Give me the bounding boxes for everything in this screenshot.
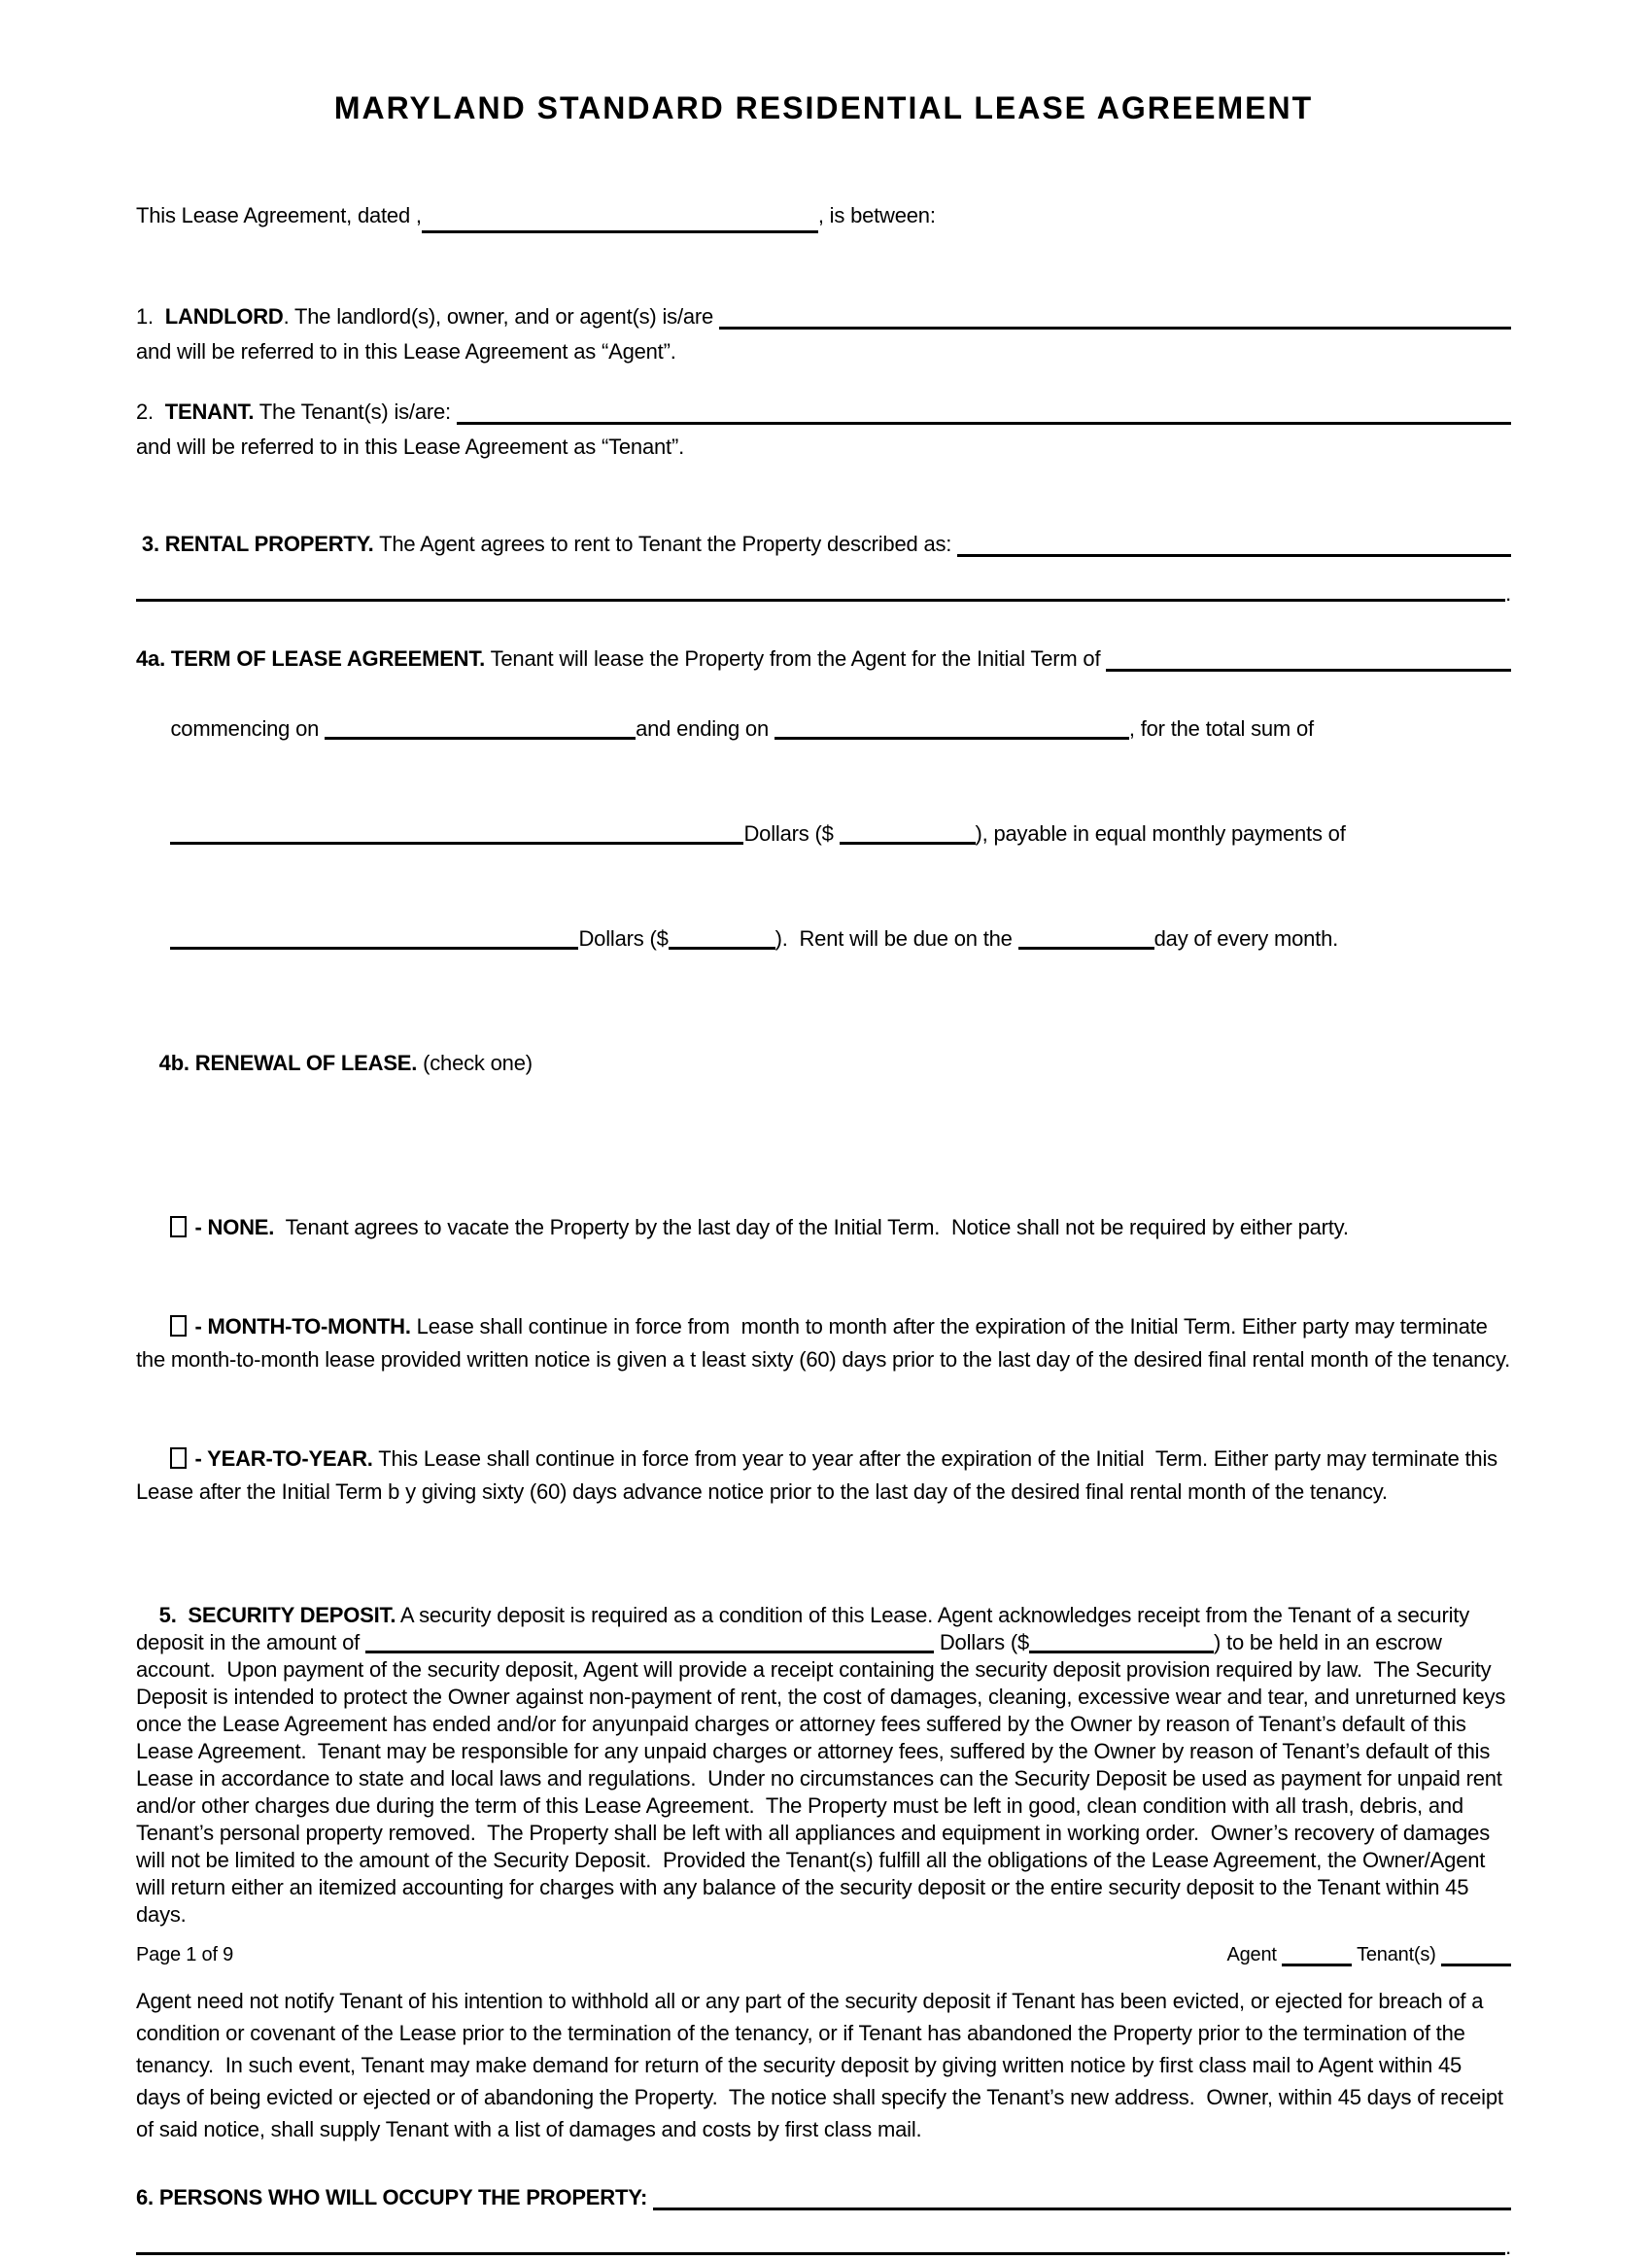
property-description-blank[interactable] [957,554,1511,557]
section-5-text-3: ) [1213,1630,1227,1654]
section-6-heading: 6. PERSONS WHO WILL OCCUPY THE PROPERTY: [136,2185,654,2209]
section-3-text: The Agent agrees to rent to Tenant the Property described as: [373,532,958,556]
section-1-heading: LANDLORD [164,304,284,329]
section-5-text-4: to be held in an escrow account. Upon payment of the security deposit, Agent will provide a receipt containing the security deposit provision required by law. The Security Deposit is intended to protect the Owner against non-payment of rent, the cost of damages, cleaning, excessive wear and tear, and unreturned keys once the Lease Agreement has ended and/or for anyunpaid charges or attorney fees suffered by the Owner by reason of Tenant’s default of this Lease Agreement. Tenant may be responsible for any unpaid charges or attorney fees, suffered by the Owner by reason of Tenant’s default of this Lease in accordance to state and local laws and regulations. Under no circumstances can the Security Deposit be used as payment for unpaid rent and/or other charges due during the term of this Lease Agreement. The Property must be left in good, clean condition with all trash, debris, and Tenant’s personal property removed. The Property shall be left with all appliances and equipment in working order. Owner’s recovery of damages will not be limited to the amount of the Security Deposit. Provided the Tenant(s) fulfill all the obligations of the Lease Agreement, the Owner/Agent will return either an itemized accounting for charges with any balance of the security deposit or the entire security deposit to the Tenant within 45 days. [136,1630,1512,1927]
section-4b-options [136,1178,1511,1542]
landlord-name-blank[interactable] [719,327,1511,330]
section-2-tenant [136,395,1511,465]
intro-text-post: , is between: [817,203,936,227]
occupants-blank[interactable] [653,2208,1511,2210]
initial-term-blank[interactable] [1106,669,1511,672]
intro-text-pre: This Lease Agreement, dated , [136,203,422,227]
renewal-option-none [136,1178,1511,1277]
section-4a-text-7: Dollars ($ [578,926,669,951]
section-4b-heading-line [136,1011,1511,1116]
footer-agent-label: Agent [1226,1944,1283,1965]
section-4a-text-5: Dollars ($ [743,821,840,846]
security-deposit-amount-blank[interactable] [1029,1631,1214,1653]
section-6-end-punct: . [1505,2235,1511,2259]
section-4a-text-1: Tenant will lease the Property from the Agent for the Initial Term of [485,646,1107,671]
section-4a-text-4: , for the total sum of [1128,716,1314,741]
date-blank[interactable] [422,211,818,233]
section-4a-text-8: ). Rent will be due on the [774,926,1018,951]
renewal-month-to-month-text: Lease shall continue in force from month to month after the expiration of the Initial Term. Either party may terminate the month-to-month lease provided written notice is given a t least sixty (60) days prior to the last day of the desired final rental month of the tenancy. [136,1314,1511,1372]
section-2-line2: and will be referred to in this Lease Agreement as “Tenant”. [136,435,684,459]
section-5-heading: 5. SECURITY DEPOSIT. [158,1603,396,1627]
commence-date-blank[interactable] [325,717,636,740]
section-5-text-2: Dollars ($ [933,1630,1029,1654]
section-3-heading: 3. RENTAL PROPERTY. [136,532,374,556]
renewal-month-to-month-label: - MONTH-TO-MONTH. [194,1314,411,1339]
renewal-year-to-year-text: This Lease shall continue in force from year to year after the expiration of the Initial Term. Either party may terminate this Lease after the Initial Term b y giving sixty (60) days advance notice prior to the last day of the desired final rental month of the tenancy. [136,1446,1503,1504]
section-5-text-1: A security deposit is required as a condition of this Lease. Agent acknowledges receipt from the Tenant of a security deposit in the amount of [136,1603,1475,1654]
renewal-month-to-month-checkbox[interactable] [170,1315,187,1337]
section-4a-text-3: and ending on [636,716,774,741]
renewal-year-to-year-checkbox[interactable] [170,1447,187,1469]
footer-tenant-label: Tenant(s) [1352,1944,1441,1965]
section-4b-heading: 4b. RENEWAL OF LEASE. [158,1051,418,1075]
section-4a-term-of-lease [136,642,1511,991]
section-4b-note: (check one) [417,1051,533,1075]
section-1-number: 1. [136,304,165,329]
intro-line [136,198,1511,233]
section-1-landlord [136,299,1511,369]
renewal-none-label: - NONE. [194,1215,275,1239]
renewal-option-year-to-year [136,1409,1511,1542]
section-1-text: . The landlord(s), owner, and or agent(s) is/are [283,304,719,329]
occupants-blank-2[interactable] [136,2252,1505,2255]
end-date-blank[interactable] [774,717,1129,740]
total-sum-words-blank[interactable] [170,822,743,845]
section-4a-text-9: day of every month. [1153,926,1339,951]
section-2-heading: TENANT. [164,400,255,424]
footer-initials [1226,1944,1511,1966]
section-4a-text-2: commencing on [170,716,326,741]
agent-initials-blank[interactable] [1282,1950,1352,1966]
section-3-rental-property [136,527,1511,607]
security-deposit-words-blank[interactable] [365,1631,934,1653]
section-4a-text-6: ), payable in equal monthly payments of [975,821,1346,846]
page-footer [136,1944,1511,1966]
section-6-occupants [136,2180,1511,2260]
section-2-text: The Tenant(s) is/are: [254,400,457,424]
section-5-security-deposit [136,1575,1511,1956]
section-4a-heading: 4a. TERM OF LEASE AGREEMENT. [136,646,486,671]
property-description-blank-2[interactable] [136,599,1505,602]
section-3-end-punct: . [1505,581,1511,606]
tenant-name-blank[interactable] [457,422,1511,425]
document-title: MARYLAND STANDARD RESIDENTIAL LEASE AGREEMENT [333,90,1314,125]
page-number-label: Page 1 of 9 [136,1944,234,1965]
renewal-none-text: Tenant agrees to vacate the Property by the last day of the Initial Term. Notice shall not be required by either party. [274,1215,1349,1239]
monthly-payment-amount-blank[interactable] [669,927,775,950]
section-5-paragraph-2: Agent need not notify Tenant of his intention to withhold all or any part of the security deposit if Tenant has been evicted, or ejected for breach of a condition or covenant of the Lease prior to the termination of the tenancy, or if Tenant has abandoned the Property prior to the termination of the tenancy. In such event, Tenant may make demand for return of the security deposit by giving written notice by first class mail to Agent within 45 days of being evicted or ejected or of abandoning the Property. The notice shall specify the Tenant’s new address. Owner, within 45 days of receipt of said notice, shall supply Tenant with a list of damages and costs by first class mail. [136,1989,1509,2141]
section-2-number: 2. [136,400,165,424]
renewal-year-to-year-label: - YEAR-TO-YEAR. [194,1446,373,1471]
tenant-initials-blank[interactable] [1441,1950,1511,1966]
section-1-line2: and will be referred to in this Lease Agreement as “Agent”. [136,339,676,364]
total-sum-amount-blank[interactable] [840,822,976,845]
monthly-payment-words-blank[interactable] [170,927,578,950]
renewal-option-month-to-month [136,1277,1511,1409]
renewal-none-checkbox[interactable] [170,1216,187,1237]
rent-due-day-blank[interactable] [1018,927,1154,950]
